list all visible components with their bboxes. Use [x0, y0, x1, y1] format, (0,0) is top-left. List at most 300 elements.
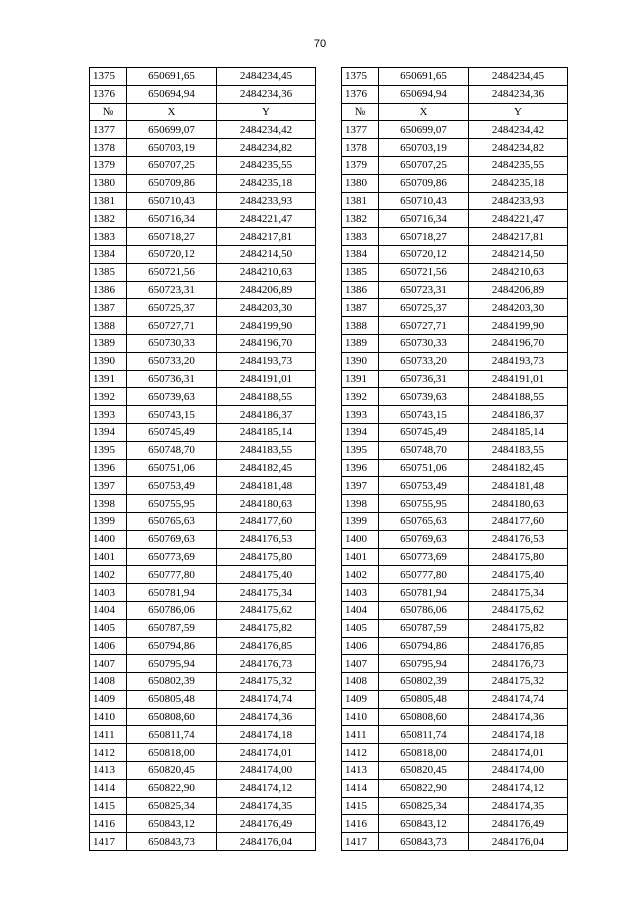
cell-y-right: 2484234,82	[469, 139, 568, 157]
cell-y-right: 2484174,12	[469, 779, 568, 797]
cell-x-left: 650755,95	[127, 495, 217, 513]
cell-y-right: 2484191,01	[469, 370, 568, 388]
cell-num-right: 1383	[342, 228, 379, 246]
cell-y-right: 2484182,45	[469, 459, 568, 477]
cell-x-left: 650765,63	[127, 512, 217, 530]
cell-y-left: 2484193,73	[217, 352, 316, 370]
table-row	[90, 263, 568, 281]
cell-num-right: 1407	[342, 655, 379, 673]
cell-num-right: 1378	[342, 139, 379, 157]
cell-y-right: 2484193,73	[469, 352, 568, 370]
column-gap	[316, 103, 342, 121]
cell-x-right: 650818,00	[379, 744, 469, 762]
cell-num-right: 1394	[342, 423, 379, 441]
column-gap	[316, 459, 342, 477]
cell-x-right: 650794,86	[379, 637, 469, 655]
cell-num-right: 1398	[342, 495, 379, 513]
cell-y-right: 2484186,37	[469, 406, 568, 424]
cell-x-left: 650802,39	[127, 673, 217, 691]
cell-x-right: 650781,94	[379, 584, 469, 602]
cell-num-left: 1396	[90, 459, 127, 477]
table-row	[90, 334, 568, 352]
cell-x-right: 650733,20	[379, 352, 469, 370]
column-gap	[316, 566, 342, 584]
table-row	[90, 352, 568, 370]
column-gap	[316, 619, 342, 637]
cell-y-left: 2484174,74	[217, 690, 316, 708]
cell-num-left: 1398	[90, 495, 127, 513]
cell-num-right: 1404	[342, 601, 379, 619]
cell-y-left: 2484176,04	[217, 833, 316, 851]
cell-x-right: 650709,86	[379, 174, 469, 192]
cell-y-left: 2484181,48	[217, 477, 316, 495]
table-row	[90, 655, 568, 673]
column-header-x-left: X	[127, 103, 217, 121]
header-row	[90, 103, 568, 121]
table-row	[90, 619, 568, 637]
cell-num-left: 1387	[90, 299, 127, 317]
column-gap	[316, 726, 342, 744]
cell-y-right: 2484175,34	[469, 584, 568, 602]
cell-num-left: 1375	[90, 68, 127, 86]
cell-y-left: 2484185,14	[217, 423, 316, 441]
cell-x-right: 650825,34	[379, 797, 469, 815]
table-row	[90, 833, 568, 851]
cell-x-left: 650730,33	[127, 334, 217, 352]
column-gap	[316, 477, 342, 495]
cell-y-left: 2484175,82	[217, 619, 316, 637]
cell-num-right: 1412	[342, 744, 379, 762]
table-row	[90, 192, 568, 210]
cell-x-left: 650795,94	[127, 655, 217, 673]
cell-x-right: 650716,34	[379, 210, 469, 228]
cell-x-left: 650820,45	[127, 762, 217, 780]
cell-num-left: 1404	[90, 601, 127, 619]
column-gap	[316, 121, 342, 139]
table-row	[90, 477, 568, 495]
cell-y-right: 2484233,93	[469, 192, 568, 210]
cell-num-left: 1416	[90, 815, 127, 833]
cell-y-right: 2484177,60	[469, 512, 568, 530]
table-row	[90, 530, 568, 548]
cell-y-right: 2484234,36	[469, 85, 568, 103]
cell-num-left: 1415	[90, 797, 127, 815]
cell-num-left: 1403	[90, 584, 127, 602]
table-row	[90, 68, 568, 86]
cell-x-left: 650694,94	[127, 85, 217, 103]
table-row	[90, 210, 568, 228]
cell-num-right: 1388	[342, 317, 379, 335]
cell-x-right: 650691,65	[379, 68, 469, 86]
cell-x-right: 650777,80	[379, 566, 469, 584]
cell-num-left: 1395	[90, 441, 127, 459]
cell-y-right: 2484174,74	[469, 690, 568, 708]
cell-num-right: 1406	[342, 637, 379, 655]
cell-x-left: 650721,56	[127, 263, 217, 281]
cell-x-right: 650736,31	[379, 370, 469, 388]
cell-num-left: 1381	[90, 192, 127, 210]
cell-y-left: 2484217,81	[217, 228, 316, 246]
cell-num-right: 1386	[342, 281, 379, 299]
cell-x-right: 650699,07	[379, 121, 469, 139]
cell-y-left: 2484174,36	[217, 708, 316, 726]
table-row	[90, 815, 568, 833]
cell-num-left: 1377	[90, 121, 127, 139]
cell-y-left: 2484177,60	[217, 512, 316, 530]
table-row	[90, 548, 568, 566]
cell-num-left: 1388	[90, 317, 127, 335]
cell-num-left: 1382	[90, 210, 127, 228]
cell-num-right: 1384	[342, 245, 379, 263]
cell-num-left: 1414	[90, 779, 127, 797]
cell-x-left: 650739,63	[127, 388, 217, 406]
column-header-y-right: Y	[469, 103, 568, 121]
cell-x-right: 650743,15	[379, 406, 469, 424]
cell-y-left: 2484235,18	[217, 174, 316, 192]
cell-num-left: 1407	[90, 655, 127, 673]
cell-y-left: 2484186,37	[217, 406, 316, 424]
cell-y-left: 2484175,40	[217, 566, 316, 584]
table-row	[90, 637, 568, 655]
cell-x-left: 650710,43	[127, 192, 217, 210]
cell-num-left: 1379	[90, 156, 127, 174]
column-gap	[316, 263, 342, 281]
column-header-y-left: Y	[217, 103, 316, 121]
table-row	[90, 566, 568, 584]
column-gap	[316, 637, 342, 655]
table-row	[90, 299, 568, 317]
cell-x-right: 650703,19	[379, 139, 469, 157]
cell-x-right: 650805,48	[379, 690, 469, 708]
table-row	[90, 281, 568, 299]
cell-x-left: 650707,25	[127, 156, 217, 174]
column-gap	[316, 370, 342, 388]
column-gap	[316, 192, 342, 210]
cell-num-left: 1405	[90, 619, 127, 637]
cell-x-right: 650718,27	[379, 228, 469, 246]
cell-x-left: 650751,06	[127, 459, 217, 477]
column-gap	[316, 833, 342, 851]
cell-y-right: 2484174,01	[469, 744, 568, 762]
cell-y-right: 2484185,14	[469, 423, 568, 441]
cell-y-right: 2484188,55	[469, 388, 568, 406]
cell-num-left: 1412	[90, 744, 127, 762]
cell-num-right: 1379	[342, 156, 379, 174]
column-gap	[316, 139, 342, 157]
cell-num-left: 1380	[90, 174, 127, 192]
cell-y-left: 2484176,49	[217, 815, 316, 833]
cell-num-right: 1403	[342, 584, 379, 602]
cell-y-left: 2484174,12	[217, 779, 316, 797]
cell-num-left: 1386	[90, 281, 127, 299]
cell-num-right: 1396	[342, 459, 379, 477]
cell-y-right: 2484174,36	[469, 708, 568, 726]
cell-num-left: 1385	[90, 263, 127, 281]
table-row	[90, 584, 568, 602]
table-row	[90, 85, 568, 103]
cell-x-left: 650843,12	[127, 815, 217, 833]
table-row	[90, 601, 568, 619]
column-gap	[316, 156, 342, 174]
cell-x-right: 650707,25	[379, 156, 469, 174]
cell-num-right: 1380	[342, 174, 379, 192]
column-gap	[316, 281, 342, 299]
cell-num-right: 1411	[342, 726, 379, 744]
cell-x-left: 650808,60	[127, 708, 217, 726]
cell-y-left: 2484234,42	[217, 121, 316, 139]
cell-num-right: 1391	[342, 370, 379, 388]
cell-num-left: 1406	[90, 637, 127, 655]
cell-y-left: 2484176,85	[217, 637, 316, 655]
cell-x-right: 650723,31	[379, 281, 469, 299]
page-number: 70	[313, 38, 327, 50]
cell-x-left: 650743,15	[127, 406, 217, 424]
cell-y-left: 2484196,70	[217, 334, 316, 352]
cell-x-left: 650723,31	[127, 281, 217, 299]
cell-num-right: 1413	[342, 762, 379, 780]
table-row	[90, 245, 568, 263]
column-gap	[316, 512, 342, 530]
cell-num-right: 1401	[342, 548, 379, 566]
column-header-x-right: X	[379, 103, 469, 121]
cell-y-left: 2484175,62	[217, 601, 316, 619]
cell-x-left: 650773,69	[127, 548, 217, 566]
column-gap	[316, 441, 342, 459]
cell-num-right: 1377	[342, 121, 379, 139]
cell-x-right: 650694,94	[379, 85, 469, 103]
cell-y-left: 2484174,00	[217, 762, 316, 780]
cell-y-left: 2484176,73	[217, 655, 316, 673]
table-row	[90, 406, 568, 424]
column-header-num-right: №	[342, 103, 379, 121]
cell-y-right: 2484175,62	[469, 601, 568, 619]
column-gap	[316, 245, 342, 263]
cell-y-left: 2484199,90	[217, 317, 316, 335]
cell-x-right: 650843,12	[379, 815, 469, 833]
table-row	[90, 744, 568, 762]
cell-y-left: 2484234,45	[217, 68, 316, 86]
column-gap	[316, 68, 342, 86]
column-gap	[316, 762, 342, 780]
cell-y-left: 2484234,82	[217, 139, 316, 157]
cell-num-left: 1394	[90, 423, 127, 441]
cell-num-left: 1393	[90, 406, 127, 424]
cell-y-left: 2484175,80	[217, 548, 316, 566]
cell-y-right: 2484175,40	[469, 566, 568, 584]
cell-x-left: 650787,59	[127, 619, 217, 637]
table-row	[90, 495, 568, 513]
cell-num-right: 1390	[342, 352, 379, 370]
cell-num-right: 1397	[342, 477, 379, 495]
cell-y-right: 2484196,70	[469, 334, 568, 352]
cell-x-right: 650822,90	[379, 779, 469, 797]
column-gap	[316, 495, 342, 513]
cell-x-right: 650751,06	[379, 459, 469, 477]
cell-num-right: 1415	[342, 797, 379, 815]
column-gap	[316, 210, 342, 228]
cell-num-right: 1400	[342, 530, 379, 548]
cell-x-right: 650739,63	[379, 388, 469, 406]
column-gap	[316, 673, 342, 691]
cell-y-right: 2484176,53	[469, 530, 568, 548]
column-gap	[316, 797, 342, 815]
table-row	[90, 423, 568, 441]
cell-y-left: 2484174,18	[217, 726, 316, 744]
cell-x-left: 650718,27	[127, 228, 217, 246]
column-gap	[316, 655, 342, 673]
cell-num-right: 1385	[342, 263, 379, 281]
cell-x-right: 650727,71	[379, 317, 469, 335]
cell-num-right: 1405	[342, 619, 379, 637]
cell-num-left: 1376	[90, 85, 127, 103]
cell-x-left: 650777,80	[127, 566, 217, 584]
cell-x-left: 650699,07	[127, 121, 217, 139]
column-gap	[316, 388, 342, 406]
table-row	[90, 370, 568, 388]
cell-x-right: 650808,60	[379, 708, 469, 726]
cell-y-right: 2484176,85	[469, 637, 568, 655]
column-gap	[316, 85, 342, 103]
table-row	[90, 762, 568, 780]
column-gap	[316, 530, 342, 548]
coordinates-table-body	[90, 68, 568, 851]
cell-num-left: 1383	[90, 228, 127, 246]
cell-y-right: 2484181,48	[469, 477, 568, 495]
cell-x-left: 650822,90	[127, 779, 217, 797]
cell-x-left: 650781,94	[127, 584, 217, 602]
cell-y-right: 2484174,18	[469, 726, 568, 744]
table-row	[90, 228, 568, 246]
cell-y-left: 2484176,53	[217, 530, 316, 548]
cell-num-left: 1397	[90, 477, 127, 495]
column-gap	[316, 228, 342, 246]
cell-y-right: 2484234,45	[469, 68, 568, 86]
cell-num-right: 1408	[342, 673, 379, 691]
cell-y-left: 2484175,32	[217, 673, 316, 691]
cell-num-left: 1378	[90, 139, 127, 157]
table-row	[90, 121, 568, 139]
cell-x-left: 650843,73	[127, 833, 217, 851]
cell-y-left: 2484175,34	[217, 584, 316, 602]
cell-x-right: 650795,94	[379, 655, 469, 673]
cell-x-right: 650787,59	[379, 619, 469, 637]
column-gap	[316, 690, 342, 708]
table-row	[90, 139, 568, 157]
cell-num-left: 1408	[90, 673, 127, 691]
cell-y-right: 2484210,63	[469, 263, 568, 281]
cell-y-right: 2484235,18	[469, 174, 568, 192]
column-gap	[316, 317, 342, 335]
cell-num-right: 1393	[342, 406, 379, 424]
column-gap	[316, 744, 342, 762]
cell-y-left: 2484234,36	[217, 85, 316, 103]
cell-num-left: 1409	[90, 690, 127, 708]
cell-x-left: 650786,06	[127, 601, 217, 619]
cell-x-right: 650769,63	[379, 530, 469, 548]
cell-x-left: 650794,86	[127, 637, 217, 655]
table-row	[90, 459, 568, 477]
cell-x-left: 650818,00	[127, 744, 217, 762]
table-row	[90, 726, 568, 744]
cell-y-right: 2484174,00	[469, 762, 568, 780]
cell-x-left: 650727,71	[127, 317, 217, 335]
column-gap	[316, 334, 342, 352]
cell-x-left: 650720,12	[127, 245, 217, 263]
cell-x-left: 650736,31	[127, 370, 217, 388]
cell-num-right: 1417	[342, 833, 379, 851]
cell-y-right: 2484176,49	[469, 815, 568, 833]
cell-y-right: 2484217,81	[469, 228, 568, 246]
cell-y-right: 2484175,82	[469, 619, 568, 637]
cell-x-left: 650745,49	[127, 423, 217, 441]
column-gap	[316, 548, 342, 566]
cell-num-right: 1410	[342, 708, 379, 726]
cell-y-right: 2484183,55	[469, 441, 568, 459]
table-row	[90, 708, 568, 726]
cell-num-left: 1401	[90, 548, 127, 566]
cell-y-left: 2484210,63	[217, 263, 316, 281]
table-row	[90, 673, 568, 691]
cell-y-right: 2484199,90	[469, 317, 568, 335]
cell-num-right: 1395	[342, 441, 379, 459]
cell-x-right: 650725,37	[379, 299, 469, 317]
table-row	[90, 779, 568, 797]
cell-num-left: 1389	[90, 334, 127, 352]
cell-y-left: 2484182,45	[217, 459, 316, 477]
cell-y-left: 2484174,01	[217, 744, 316, 762]
table-row	[90, 690, 568, 708]
cell-num-right: 1402	[342, 566, 379, 584]
cell-x-right: 650721,56	[379, 263, 469, 281]
cell-num-left: 1384	[90, 245, 127, 263]
cell-y-right: 2484206,89	[469, 281, 568, 299]
cell-x-left: 650769,63	[127, 530, 217, 548]
cell-x-right: 650802,39	[379, 673, 469, 691]
cell-num-right: 1389	[342, 334, 379, 352]
cell-num-left: 1399	[90, 512, 127, 530]
cell-num-right: 1387	[342, 299, 379, 317]
cell-x-left: 650709,86	[127, 174, 217, 192]
cell-x-right: 650753,49	[379, 477, 469, 495]
cell-y-left: 2484203,30	[217, 299, 316, 317]
cell-x-right: 650786,06	[379, 601, 469, 619]
cell-x-left: 650716,34	[127, 210, 217, 228]
cell-x-left: 650725,37	[127, 299, 217, 317]
cell-num-left: 1417	[90, 833, 127, 851]
cell-y-left: 2484221,47	[217, 210, 316, 228]
cell-x-left: 650805,48	[127, 690, 217, 708]
column-gap	[316, 299, 342, 317]
column-gap	[316, 174, 342, 192]
cell-num-right: 1375	[342, 68, 379, 86]
cell-x-right: 650811,74	[379, 726, 469, 744]
cell-x-right: 650745,49	[379, 423, 469, 441]
cell-x-left: 650748,70	[127, 441, 217, 459]
column-gap	[316, 352, 342, 370]
cell-x-right: 650730,33	[379, 334, 469, 352]
cell-x-left: 650825,34	[127, 797, 217, 815]
table-row	[90, 156, 568, 174]
cell-num-right: 1416	[342, 815, 379, 833]
column-gap	[316, 708, 342, 726]
cell-x-right: 650720,12	[379, 245, 469, 263]
cell-num-left: 1411	[90, 726, 127, 744]
cell-y-left: 2484214,50	[217, 245, 316, 263]
cell-y-right: 2484176,04	[469, 833, 568, 851]
cell-y-left: 2484180,63	[217, 495, 316, 513]
cell-y-right: 2484214,50	[469, 245, 568, 263]
cell-y-left: 2484233,93	[217, 192, 316, 210]
